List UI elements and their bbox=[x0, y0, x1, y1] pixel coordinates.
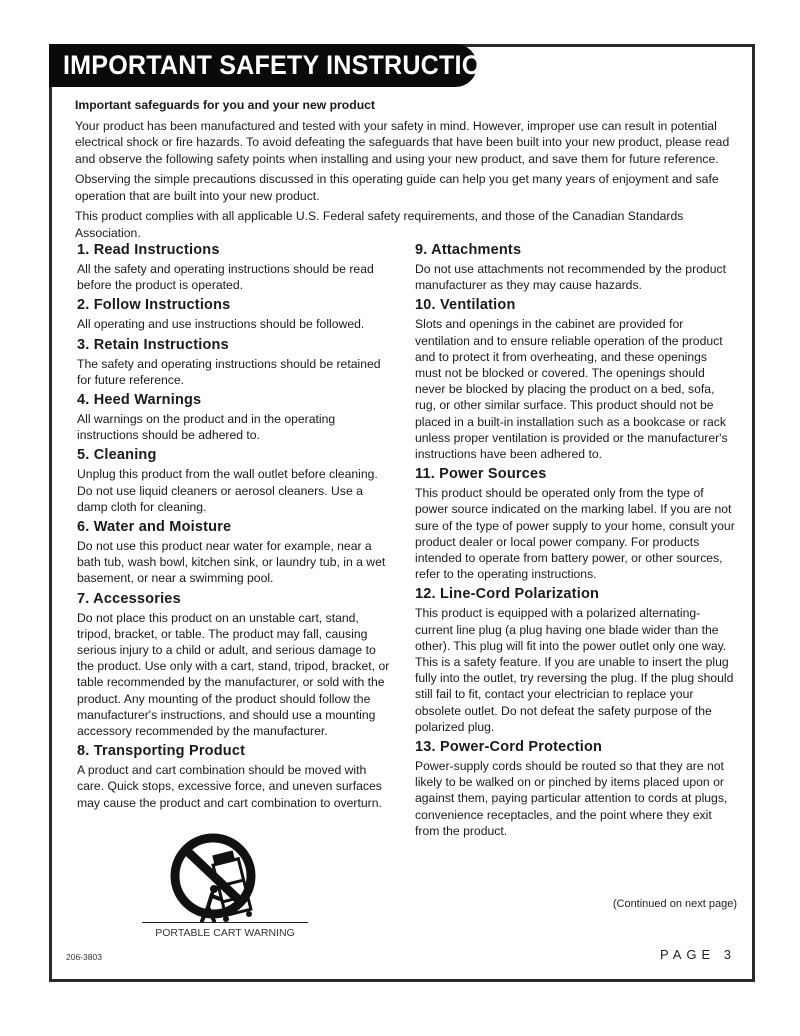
portable-cart-warning-icon bbox=[142, 833, 308, 933]
intro-lead: Important safeguards for you and your new product bbox=[75, 98, 375, 112]
section-body: All warnings on the product and in the operating instructions should be adhered to. bbox=[77, 412, 336, 443]
section-body: All operating and use instructions should be followed. bbox=[77, 317, 365, 332]
section-title: 7. Accessories bbox=[77, 590, 181, 607]
section-heed-warnings bbox=[77, 391, 395, 443]
section-title: 2. Follow Instructions bbox=[77, 297, 231, 314]
section-body: All the safety and operating instructions should be read before the product is operated. bbox=[77, 262, 374, 293]
section-title: 6. Water and Moisture bbox=[77, 519, 232, 536]
section-power-cord-protection bbox=[415, 738, 735, 839]
section-read-instructions bbox=[77, 241, 395, 293]
page-title: IMPORTANT SAFETY INSTRUCTIONS bbox=[63, 50, 517, 80]
section-title: 8. Transporting Product bbox=[77, 743, 246, 760]
section-body: Unplug this product from the wall outlet before cleaning. Do not use liquid cleaners or aerosol cleaners. Use a damp cloth for cleaning. bbox=[77, 467, 378, 514]
section-transporting-product bbox=[77, 742, 395, 811]
section-body: This product is equipped with a polarized alternating-current line plug (a plug having one blade wider than the other). This plug will fit into the power outlet only one way. This is a safety feature. If you are unable to insert the plug fully into the outlet, try reversing the plug. If the plug should still fail to fit, contact your electrician to replace your obsolete outlet. Do not defeat the safety purpose of the polarized plug. bbox=[415, 606, 734, 734]
section-body: The safety and operating instructions should be retained for future reference. bbox=[77, 356, 381, 387]
section-line-cord-polarization bbox=[415, 585, 735, 735]
intro-paragraph: This product complies with all applicable U.S. Federal safety requirements, and those of the Canadian Standards Association. bbox=[75, 209, 684, 240]
intro-paragraph: Observing the simple precautions discussed in this operating guide can help you get many years of enjoyment and safe operation that are built into your new product. bbox=[75, 172, 719, 203]
section-title: 13. Power-Cord Protection bbox=[415, 739, 603, 756]
section-water-and-moisture bbox=[77, 518, 395, 587]
section-title: 12. Line-Cord Polarization bbox=[415, 586, 600, 603]
figure-divider bbox=[142, 922, 308, 923]
section-title: 11. Power Sources bbox=[415, 466, 547, 483]
section-title: 9. Attachments bbox=[415, 242, 522, 258]
section-title: 3. Retain Instructions bbox=[77, 336, 229, 353]
section-ventilation bbox=[415, 296, 735, 462]
page-number: PAGE 3 bbox=[659, 947, 736, 962]
section-body: Do not place this product on an unstable cart, stand, tripod, bracket, or table. The product may fall, causing serious injury to a child or adult, and serious damage to the product. Use only with a cart, stand, tripod, bracket, or table recommended by the manufacturer, or sold with the product. Any mounting of the product should follow the manufacturer's instructions, and should use a mounting accessory recommended by the manufacturer. bbox=[77, 610, 390, 739]
section-power-sources bbox=[415, 465, 735, 582]
section-title: 5. Cleaning bbox=[77, 447, 157, 464]
section-follow-instructions bbox=[77, 296, 395, 332]
section-title: 10. Ventilation bbox=[415, 297, 516, 314]
section-attachments bbox=[415, 241, 735, 293]
section-title: 1. Read Instructions bbox=[77, 242, 220, 258]
intro-paragraph: Your product has been manufactured and tested with your safety in mind. However, improper use can result in potential electrical shock or fire hazards. To avoid defeating the safeguards that have been built into your new product, please read and observe the following safety points when installing and using your new product, and save them for future reference. bbox=[75, 118, 730, 166]
section-body: A product and cart combination should be moved with care. Quick stops, excessive force, and uneven surfaces may cause the product and cart combination to overturn. bbox=[77, 763, 382, 810]
left-column bbox=[77, 241, 395, 814]
section-retain-instructions bbox=[77, 336, 395, 388]
document-code: 206-3803 bbox=[66, 952, 102, 962]
section-body: This product should be operated only from the type of power source indicated on the marking label. If you are not sure of the type of power supply to your home, consult your product dealer or local power company. For products intended to operate from battery power, or other sources, refer to the operating instructions. bbox=[415, 486, 735, 582]
intro-block bbox=[75, 97, 745, 245]
section-body: Do not use attachments not recommended by the product manufacturer as they may cause hazards. bbox=[415, 262, 726, 293]
section-accessories bbox=[77, 590, 395, 740]
section-cleaning bbox=[77, 446, 395, 515]
figure-caption: PORTABLE CART WARNING bbox=[155, 927, 295, 939]
right-column bbox=[415, 241, 735, 842]
section-title: 4. Heed Warnings bbox=[77, 392, 202, 409]
section-body: Power-supply cords should be routed so that they are not likely to be walked on or pinched by items placed upon or against them, paying particular attention to cords at plugs, convenience receptacles, and the point where they exit from the product. bbox=[415, 759, 728, 838]
continued-note: (Continued on next page) bbox=[612, 898, 737, 910]
section-body: Do not use this product near water for example, near a bath tub, wash bowl, kitchen sink, or laundry tub, in a wet basement, or near a swimming pool. bbox=[77, 539, 386, 586]
section-body: Slots and openings in the cabinet are provided for ventilation and to ensure reliable operation of the product and to protect it from overheating, and these openings must not be blocked or covered. The openings should never be blocked by placing the product on a bed, sofa, rug, or other similar surface. This product should not be placed in a built-in installation such as a bookcase or rack unless proper ventilation is provided or the manufacturer's instructions have been adhered to. bbox=[415, 317, 728, 462]
